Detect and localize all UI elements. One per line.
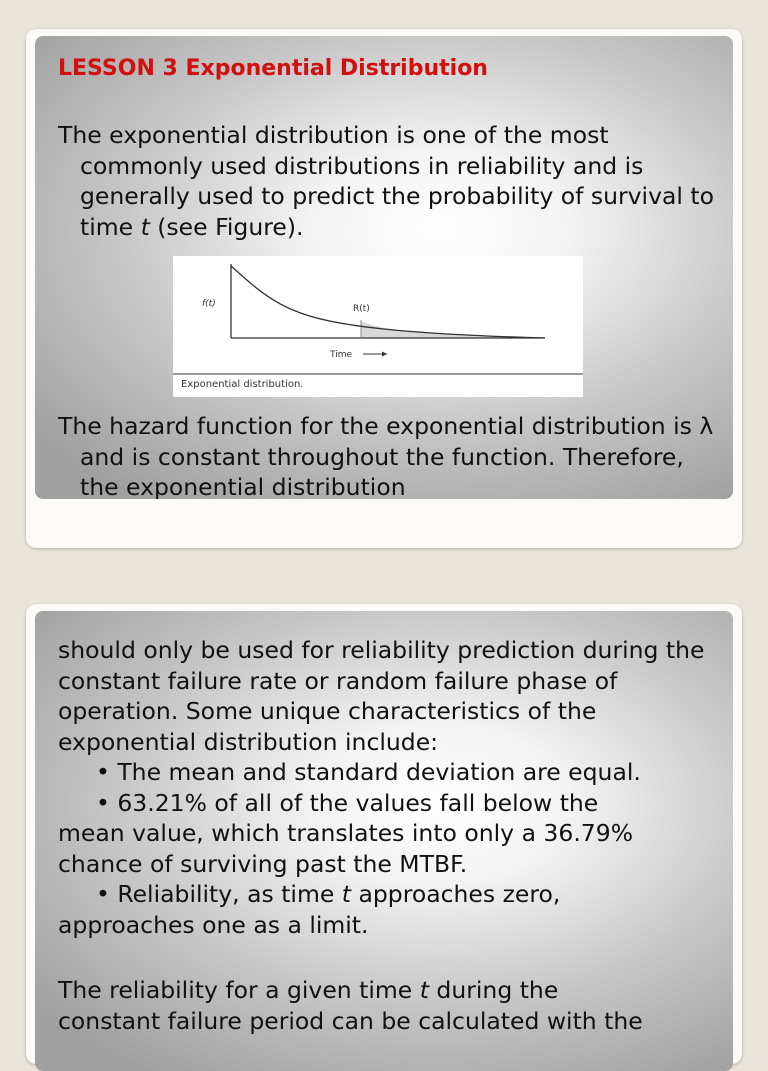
y-axis-label: f(t) bbox=[202, 299, 216, 309]
intro-paragraph bbox=[58, 120, 723, 242]
slide-2 bbox=[26, 604, 742, 1064]
slide-1 bbox=[26, 29, 742, 548]
exponential-distribution-figure bbox=[173, 256, 583, 397]
slide-2-content bbox=[35, 611, 733, 1071]
intro-t-variable: t bbox=[140, 212, 150, 241]
exponential-curve bbox=[231, 266, 545, 338]
bullet-reliability-rest: approaches one as a limit. bbox=[58, 910, 369, 939]
bullet-mean-sd: • The mean and standard deviation are equal. bbox=[96, 758, 641, 786]
slide-2-text bbox=[58, 635, 723, 1036]
time-arrow-head bbox=[382, 352, 387, 357]
bullet-percent-line: • 63.21% of all of the values fall below the bbox=[96, 788, 599, 817]
hazard-paragraph: The hazard function for the exponential distribution is λ and is constant throughout the function. Therefore, the exponential distribution bbox=[58, 412, 714, 499]
intro-text-end: (see Figure). bbox=[149, 212, 304, 241]
reliability-label: R(t) bbox=[353, 304, 370, 314]
closing-text-end: during the bbox=[428, 976, 559, 1004]
bullet-t-variable: t bbox=[341, 880, 351, 908]
paragraph-spacer bbox=[58, 940, 723, 975]
lesson-title: LESSON 3 Exponential Distribution bbox=[58, 56, 488, 81]
bullet-reliability-text: • Reliability, as time bbox=[96, 880, 342, 908]
continuation-paragraph: should only be used for reliability prediction during the constant failure rate or random failure phase of operation. Some unique characteristics of the exponential distribution include: bbox=[58, 636, 705, 756]
closing-paragraph-line1 bbox=[58, 975, 723, 1006]
intro-text: The exponential distribution is one of the most commonly used distributions in reliability and is generally used to predict the probability of survival to time bbox=[58, 121, 714, 241]
closing-text: The reliability for a given time bbox=[58, 976, 420, 1004]
bullet-percent-rest: mean value, which translates into only a 36.79% chance of surviving past the MTBF. bbox=[58, 819, 634, 878]
closing-t-variable: t bbox=[419, 976, 429, 1004]
bullet-reliability-line bbox=[58, 879, 723, 910]
x-axis-label: Time bbox=[330, 350, 353, 360]
bullet-reliability-text-end: approaches zero, bbox=[350, 880, 561, 908]
slide-1-content bbox=[35, 36, 733, 499]
closing-paragraph-line2: constant failure period can be calculated with the bbox=[58, 1006, 643, 1035]
figure-caption: Exponential distribution. bbox=[181, 379, 304, 390]
